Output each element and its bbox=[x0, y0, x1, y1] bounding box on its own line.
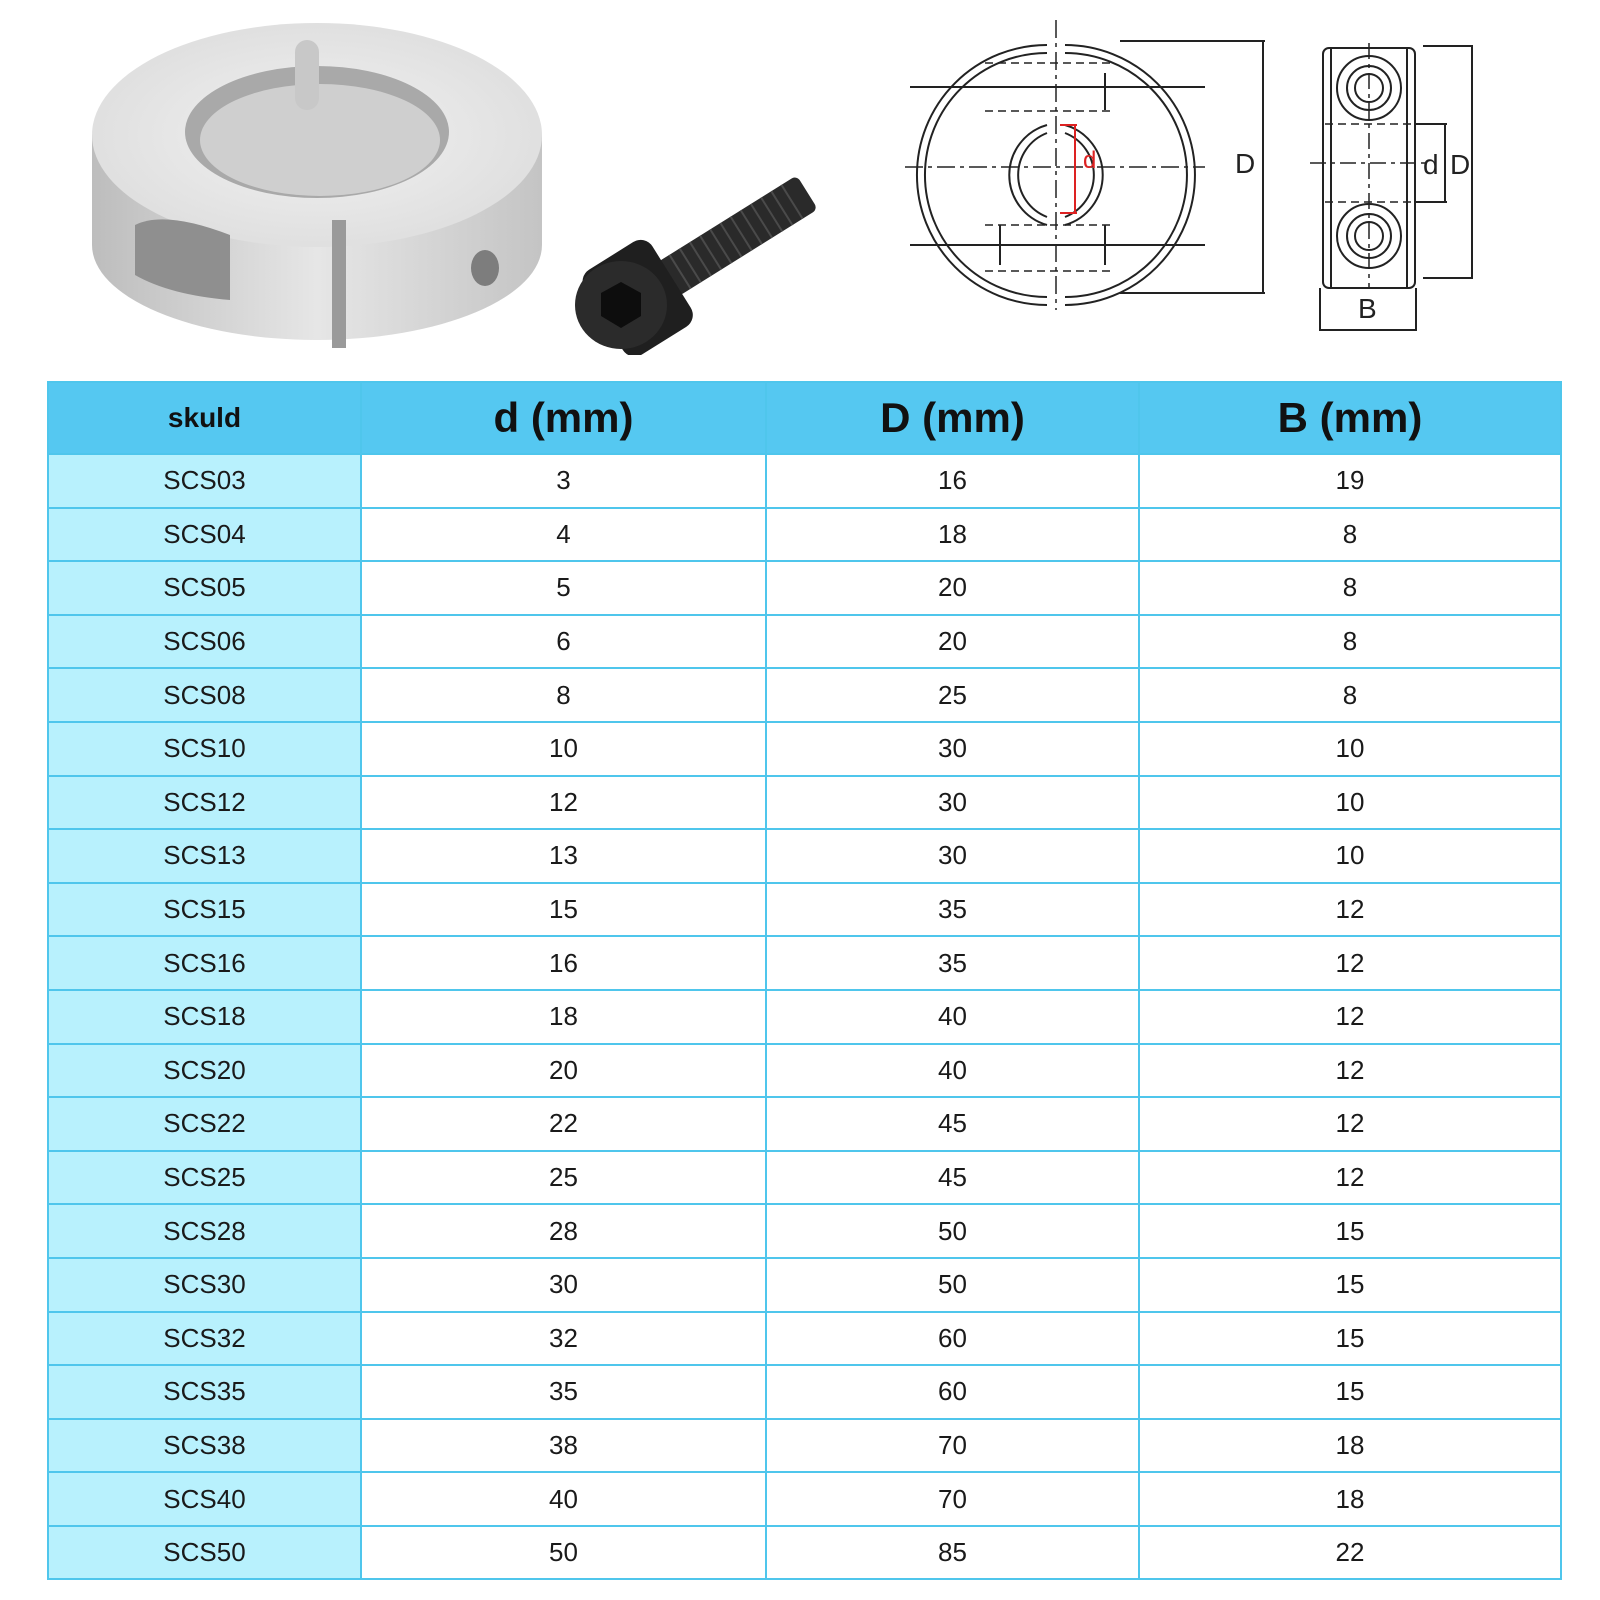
table-row bbox=[48, 829, 1561, 883]
cell-sku: SCS10 bbox=[48, 722, 361, 776]
cell-d: 28 bbox=[361, 1204, 766, 1258]
front-label-D: D bbox=[1235, 148, 1256, 179]
front-view-drawing bbox=[905, 15, 1280, 315]
table-row bbox=[48, 722, 1561, 776]
table-row bbox=[48, 936, 1561, 990]
cell-B: 15 bbox=[1139, 1312, 1561, 1366]
table-row bbox=[48, 776, 1561, 830]
cell-d: 4 bbox=[361, 508, 766, 562]
cell-d: 22 bbox=[361, 1097, 766, 1151]
table-body bbox=[48, 454, 1561, 1579]
cell-B: 19 bbox=[1139, 454, 1561, 508]
cell-D: 85 bbox=[766, 1526, 1139, 1580]
cell-d: 20 bbox=[361, 1044, 766, 1098]
cell-sku: SCS38 bbox=[48, 1419, 361, 1473]
table-row bbox=[48, 561, 1561, 615]
cell-B: 8 bbox=[1139, 668, 1561, 722]
header-D: D (mm) bbox=[766, 382, 1139, 454]
table-row bbox=[48, 883, 1561, 937]
cell-d: 35 bbox=[361, 1365, 766, 1419]
cell-sku: SCS03 bbox=[48, 454, 361, 508]
cell-sku: SCS16 bbox=[48, 936, 361, 990]
table-row bbox=[48, 1097, 1561, 1151]
cell-sku: SCS22 bbox=[48, 1097, 361, 1151]
cell-B: 10 bbox=[1139, 722, 1561, 776]
table-row bbox=[48, 1044, 1561, 1098]
cell-B: 8 bbox=[1139, 561, 1561, 615]
cell-sku: SCS04 bbox=[48, 508, 361, 562]
shaft-collar-photo bbox=[80, 10, 560, 355]
cell-d: 5 bbox=[361, 561, 766, 615]
cell-D: 40 bbox=[766, 1044, 1139, 1098]
cell-B: 22 bbox=[1139, 1526, 1561, 1580]
cell-B: 8 bbox=[1139, 615, 1561, 669]
table-row bbox=[48, 454, 1561, 508]
table-row bbox=[48, 1312, 1561, 1366]
cell-D: 60 bbox=[766, 1365, 1139, 1419]
cell-d: 40 bbox=[361, 1472, 766, 1526]
header-d: d (mm) bbox=[361, 382, 766, 454]
cell-sku: SCS12 bbox=[48, 776, 361, 830]
cell-D: 35 bbox=[766, 936, 1139, 990]
cell-d: 30 bbox=[361, 1258, 766, 1312]
illustration-area bbox=[0, 0, 1600, 375]
cell-sku: SCS08 bbox=[48, 668, 361, 722]
cell-sku: SCS40 bbox=[48, 1472, 361, 1526]
cell-d: 10 bbox=[361, 722, 766, 776]
table-row bbox=[48, 1365, 1561, 1419]
table-row bbox=[48, 1258, 1561, 1312]
cell-sku: SCS13 bbox=[48, 829, 361, 883]
cell-d: 6 bbox=[361, 615, 766, 669]
cap-screw-photo bbox=[565, 150, 820, 355]
cell-D: 70 bbox=[766, 1419, 1139, 1473]
cell-D: 50 bbox=[766, 1204, 1139, 1258]
header-B: B (mm) bbox=[1139, 382, 1561, 454]
cell-d: 16 bbox=[361, 936, 766, 990]
header-sku: skuld bbox=[48, 382, 361, 454]
cell-B: 10 bbox=[1139, 776, 1561, 830]
side-label-D: D bbox=[1450, 149, 1471, 180]
cell-sku: SCS32 bbox=[48, 1312, 361, 1366]
cell-D: 60 bbox=[766, 1312, 1139, 1366]
cell-D: 45 bbox=[766, 1151, 1139, 1205]
cell-sku: SCS50 bbox=[48, 1526, 361, 1580]
cell-sku: SCS18 bbox=[48, 990, 361, 1044]
cell-B: 12 bbox=[1139, 1151, 1561, 1205]
cell-D: 30 bbox=[766, 722, 1139, 776]
side-label-B: B bbox=[1358, 293, 1377, 324]
cell-B: 12 bbox=[1139, 883, 1561, 937]
cell-D: 30 bbox=[766, 829, 1139, 883]
cell-d: 32 bbox=[361, 1312, 766, 1366]
table-row bbox=[48, 508, 1561, 562]
cell-B: 12 bbox=[1139, 990, 1561, 1044]
cell-d: 8 bbox=[361, 668, 766, 722]
cell-B: 18 bbox=[1139, 1472, 1561, 1526]
side-label-d: d bbox=[1423, 149, 1439, 180]
table-row bbox=[48, 615, 1561, 669]
cell-d: 38 bbox=[361, 1419, 766, 1473]
table-row bbox=[48, 1204, 1561, 1258]
cell-D: 18 bbox=[766, 508, 1139, 562]
cell-D: 70 bbox=[766, 1472, 1139, 1526]
cell-sku: SCS35 bbox=[48, 1365, 361, 1419]
table-row bbox=[48, 990, 1561, 1044]
cell-d: 50 bbox=[361, 1526, 766, 1580]
cell-sku: SCS25 bbox=[48, 1151, 361, 1205]
table-row bbox=[48, 1472, 1561, 1526]
cell-D: 20 bbox=[766, 615, 1139, 669]
cell-B: 15 bbox=[1139, 1365, 1561, 1419]
cell-B: 15 bbox=[1139, 1204, 1561, 1258]
table-row bbox=[48, 668, 1561, 722]
table-row bbox=[48, 1151, 1561, 1205]
front-label-d: d bbox=[1083, 147, 1097, 174]
table-row bbox=[48, 1526, 1561, 1580]
cell-D: 16 bbox=[766, 454, 1139, 508]
cell-sku: SCS15 bbox=[48, 883, 361, 937]
cell-D: 50 bbox=[766, 1258, 1139, 1312]
cell-D: 40 bbox=[766, 990, 1139, 1044]
side-view-drawing bbox=[1305, 38, 1485, 340]
cell-d: 25 bbox=[361, 1151, 766, 1205]
cell-d: 12 bbox=[361, 776, 766, 830]
header-row bbox=[48, 382, 1561, 454]
cell-d: 18 bbox=[361, 990, 766, 1044]
cell-B: 8 bbox=[1139, 508, 1561, 562]
cell-D: 20 bbox=[766, 561, 1139, 615]
cell-d: 3 bbox=[361, 454, 766, 508]
cell-D: 30 bbox=[766, 776, 1139, 830]
cell-d: 13 bbox=[361, 829, 766, 883]
cell-D: 25 bbox=[766, 668, 1139, 722]
table-row bbox=[48, 1419, 1561, 1473]
cell-B: 18 bbox=[1139, 1419, 1561, 1473]
cell-D: 35 bbox=[766, 883, 1139, 937]
cell-B: 12 bbox=[1139, 936, 1561, 990]
cell-B: 15 bbox=[1139, 1258, 1561, 1312]
cell-sku: SCS20 bbox=[48, 1044, 361, 1098]
cell-d: 15 bbox=[361, 883, 766, 937]
cell-D: 45 bbox=[766, 1097, 1139, 1151]
cell-sku: SCS28 bbox=[48, 1204, 361, 1258]
cell-B: 10 bbox=[1139, 829, 1561, 883]
cell-sku: SCS06 bbox=[48, 615, 361, 669]
cell-B: 12 bbox=[1139, 1097, 1561, 1151]
spec-table bbox=[47, 381, 1562, 1580]
cell-B: 12 bbox=[1139, 1044, 1561, 1098]
cell-sku: SCS05 bbox=[48, 561, 361, 615]
cell-sku: SCS30 bbox=[48, 1258, 361, 1312]
